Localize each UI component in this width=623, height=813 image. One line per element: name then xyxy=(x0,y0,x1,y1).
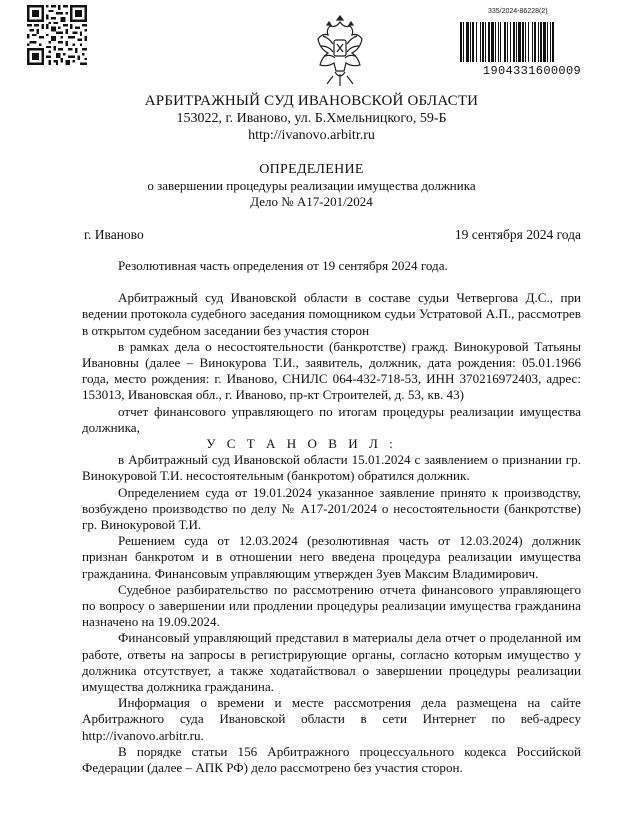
paragraph-hearing: Судебное разбирательство по рассмотрению отчета финансового управляющего по вопросу о завершении или продлении процедуры реализации имущества гражданина назначено на 19.09.2024. xyxy=(82,581,581,630)
paragraph-application: в Арбитражный суд Ивановской области 15.01.2024 с заявлением о признании гр. Винокуровой Т.И. несостоятельным (банкротом) обратился должник. xyxy=(82,452,581,484)
barcode-number: 1904331600009 xyxy=(482,64,582,78)
paragraph-procedure: В порядке статьи 156 Арбитражного процессуального кодекса Российской Федерации (далее – АПК РФ) дело рассмотрено без участия сторон. xyxy=(82,743,581,776)
paragraph-manager-report: Финансовый управляющий представил в материалы дела отчет о проделанной им работе, ответы на запросы в регистрирующие органы, согласно которым имущество у должника отсутствует, а также ходатайствовал о завершении процедуры реализации имущества должника гражданина. xyxy=(82,630,581,695)
barcode xyxy=(458,22,606,66)
coat-of-arms-emblem xyxy=(309,10,371,90)
paragraph-operative-part: Резолютивная часть определения от 19 сентября 2024 года. xyxy=(118,258,448,273)
paragraph-case-subject: в рамках дела о несостоятельности (банкротстве) гражд. Винокуровой Татьяны Ивановны (далее – Винокурова Т.И., заявитель, должник, дата рождения: 05.01.1966 года, место рождения: г. Иваново, СНИЛС 064-432-718-53, ИНН 370216972403, адрес: 153013, Ивановская обл., г. Иваново, пр-кт Строителей, д. 53, кв. 43) xyxy=(82,338,581,403)
paragraph-notice: Информация о времени и месте рассмотрения дела размещена на сайте Арбитражного суда Ивановской области в сети Интернет по веб-адресу http://ivanovo.arbitr.ru. xyxy=(82,695,581,743)
court-address: 153022, г. Иваново, ул. Б.Хмельницкого, 59-Б xyxy=(176,111,447,126)
court-website-link[interactable]: http://ivanovo.arbitr.ru xyxy=(248,128,375,143)
paragraph-acceptance: Определением суда от 19.01.2024 указанное заявление принято к производству, возбуждено производство по делу № А17-201/2024 о несостоятельности (банкротстве) гр. Винокуровой Т.И. xyxy=(82,484,581,533)
paragraph-decision: Решением суда от 12.03.2024 (резолютивная часть от 12.03.2024) должник признан банкротом и в отношении него введена процедура реализации имущества гражданина. Финансовым управляющим утвержден Зуев Максим Владимирович. xyxy=(82,533,581,581)
document-city: г. Иваново xyxy=(84,227,144,242)
case-reference: 335/2024-86228(2) xyxy=(488,8,548,15)
qr-code xyxy=(27,5,87,65)
document-subtitle: о завершении процедуры реализации имущества должника xyxy=(147,178,476,193)
document-body xyxy=(82,258,581,776)
paragraph-court-composition: Арбитражный суд Ивановской области в составе судьи Четвергова Д.С., при ведении протокола судебного заседания помощником судьи Устратовой А.П., рассмотрев в открытом судебном заседании без участия сторон xyxy=(82,290,581,338)
case-number: Дело № А17-201/2024 xyxy=(250,194,373,209)
document-title: ОПРЕДЕЛЕНИЕ xyxy=(259,162,364,177)
paragraph-report: отчет финансового управляющего по итогам процедуры реализации имущества должника, xyxy=(82,403,581,435)
section-heading-established: У С Т А Н О В И Л : xyxy=(206,436,397,452)
court-name: АРБИТРАЖНЫЙ СУД ИВАНОВСКОЙ ОБЛАСТИ xyxy=(144,93,479,109)
document-date: 19 сентября 2024 года xyxy=(454,227,581,242)
